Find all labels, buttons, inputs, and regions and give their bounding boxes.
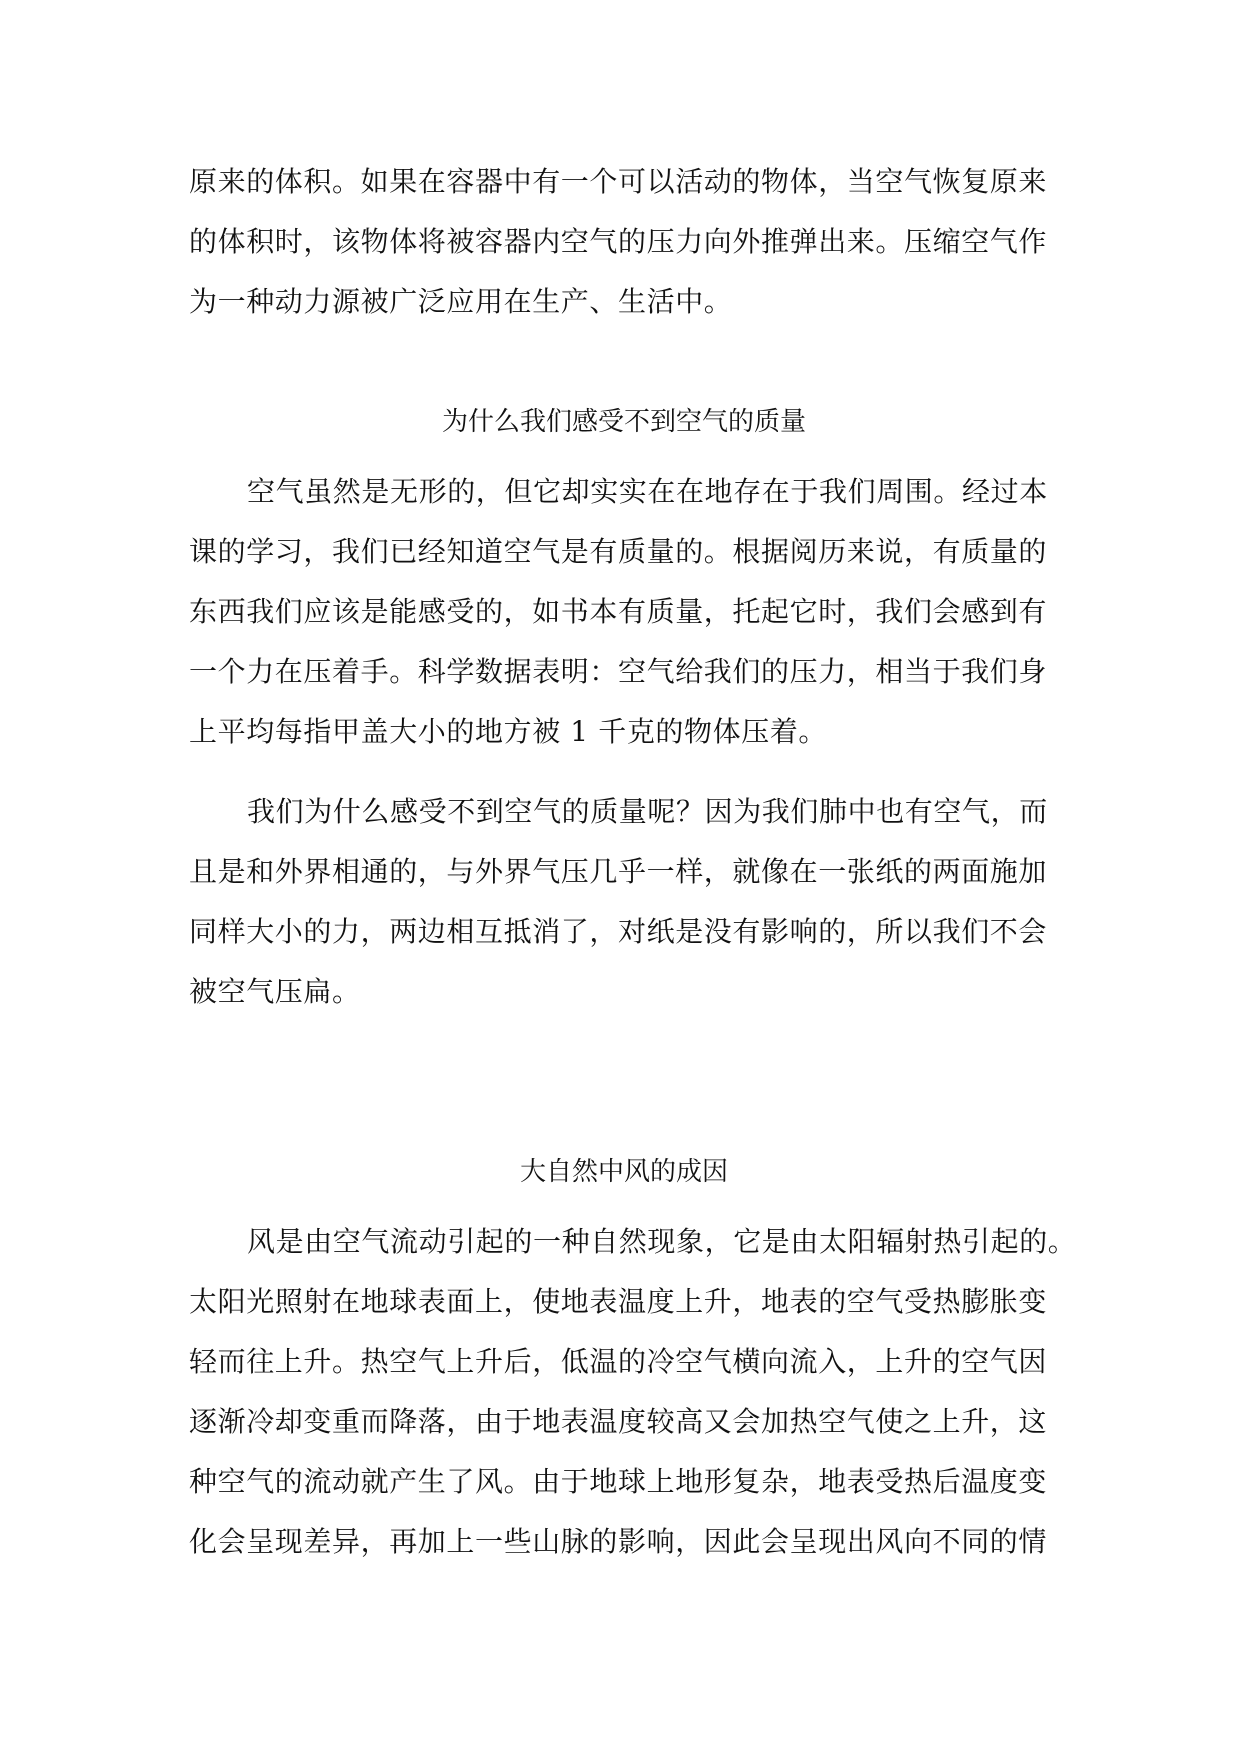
text-line: 轻而往上升。热空气上升后，低温的冷空气横向流入，上升的空气因 (189, 1345, 1048, 1378)
text-line: 原来的体积。如果在容器中有一个可以活动的物体，当空气恢复原来 (189, 165, 1048, 198)
text-line: 我们为什么感受不到空气的质量呢？因为我们肺中也有空气，而 (247, 795, 1048, 828)
text-line: 为一种动力源被广泛应用在生产、生活中。 (189, 285, 733, 318)
text-line: 太阳光照射在地球表面上，使地表温度上升，地表的空气受热膨胀变 (189, 1285, 1048, 1318)
text-line: 风是由空气流动引起的一种自然现象，它是由太阳辐射热引起的。 (247, 1225, 1077, 1258)
text-line: 一个力在压着手。科学数据表明：空气给我们的压力，相当于我们身 (189, 655, 1048, 688)
text-line: 上平均每指甲盖大小的地方被 1 千克的物体压着。 (189, 715, 828, 748)
text-line: 逐渐冷却变重而降落，由于地表温度较高又会加热空气使之上升，这 (189, 1405, 1048, 1438)
text-line: 且是和外界相通的，与外界气压几乎一样，就像在一张纸的两面施加 (189, 855, 1048, 888)
section-heading: 为什么我们感受不到空气的质量 (441, 407, 806, 437)
section-heading: 大自然中风的成因 (519, 1157, 728, 1187)
text-line: 东西我们应该是能感受的，如书本有质量，托起它时，我们会感到有 (189, 595, 1048, 628)
text-line: 同样大小的力，两边相互抵消了，对纸是没有影响的，所以我们不会 (189, 915, 1048, 948)
text-line: 课的学习，我们已经知道空气是有质量的。根据阅历来说，有质量的 (189, 535, 1048, 568)
text-line: 空气虽然是无形的，但它却实实在在地存在于我们周围。经过本 (247, 475, 1048, 508)
text-line: 被空气压扁。 (189, 975, 361, 1008)
text-line: 种空气的流动就产生了风。由于地球上地形复杂，地表受热后温度变 (189, 1465, 1048, 1498)
text-line: 化会呈现差异，再加上一些山脉的影响，因此会呈现出风向不同的情 (189, 1525, 1048, 1558)
text-line: 的体积时，该物体将被容器内空气的压力向外推弹出来。压缩空气作 (189, 225, 1048, 258)
